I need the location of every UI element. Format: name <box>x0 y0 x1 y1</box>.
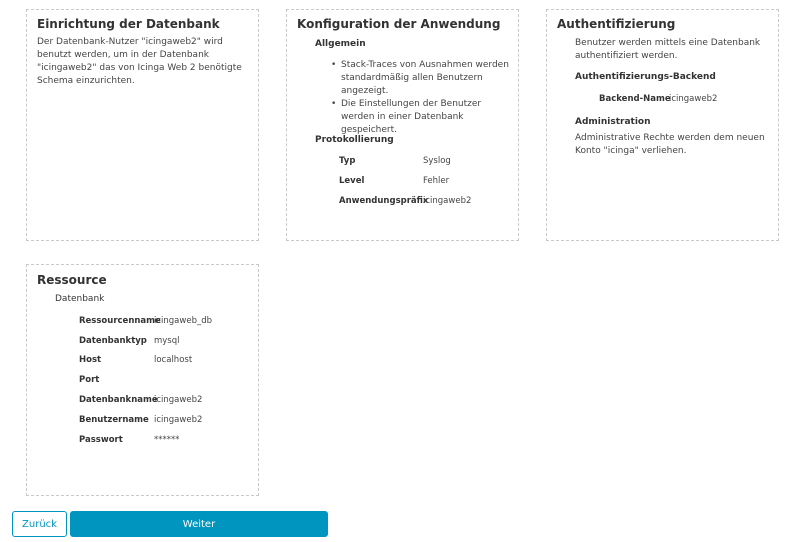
general-list <box>331 59 509 137</box>
back-button[interactable]: Zurück <box>12 511 67 537</box>
database-setup-text: Der Datenbank-Nutzer "icingaweb2" wird benutzt werden, um in der Datenbank "icingaweb2" das von Icinga Web 2 benötigte Schema einzurichten. <box>37 37 242 86</box>
list-item: • Die Einstellungen der Benutzer werden in einer Datenbank gespeichert. <box>331 98 509 137</box>
resource-key: Datenbanktyp <box>79 336 147 346</box>
logging-key: Typ <box>339 156 356 166</box>
resource-value: icingaweb2 <box>154 415 203 425</box>
auth-backend-value: icingaweb2 <box>669 94 718 104</box>
resource-key: Datenbankname <box>79 395 158 405</box>
auth-title: Authentifizierung <box>557 17 676 31</box>
resource-subheading: Datenbank <box>55 294 105 304</box>
auth-text: Benutzer werden mittels eine Datenbank authentifiziert werden. <box>575 38 761 61</box>
logging-value: icingaweb2 <box>423 196 472 206</box>
logging-value: Fehler <box>423 176 450 186</box>
resource-title: Ressource <box>37 273 107 287</box>
auth-card <box>546 9 779 241</box>
logging-key: Anwendungspräfix <box>339 196 429 206</box>
app-config-title: Konfiguration der Anwendung <box>297 17 501 31</box>
app-config-card <box>286 9 519 241</box>
resource-value: icingaweb2 <box>154 395 203 405</box>
logging-key: Level <box>339 176 365 186</box>
next-button[interactable]: Weiter <box>70 511 328 537</box>
list-item: • Stack-Traces von Ausnahmen werden standardmäßig allen Benutzern angezeigt. <box>331 59 509 98</box>
resource-key: Ressourcenname <box>79 316 161 326</box>
resource-key: Host <box>79 355 102 365</box>
database-setup-card <box>26 9 259 241</box>
resource-value: ****** <box>154 435 180 445</box>
logging-value: Syslog <box>423 156 451 166</box>
resource-card <box>26 264 259 496</box>
database-setup-title: Einrichtung der Datenbank <box>37 17 220 31</box>
resource-value: mysql <box>154 336 180 346</box>
resource-key: Benutzername <box>79 415 149 425</box>
resource-value: localhost <box>154 355 193 365</box>
auth-backend-heading: Authentifizierungs-Backend <box>575 72 716 82</box>
logging-heading: Protokollierung <box>315 135 394 145</box>
resource-value: icingaweb_db <box>154 316 213 326</box>
auth-backend-key: Backend-Name <box>599 94 671 104</box>
admin-heading: Administration <box>575 117 651 127</box>
general-heading: Allgemein <box>315 39 366 49</box>
admin-text: Administrative Rechte werden dem neuen Konto "icinga" verliehen. <box>575 133 765 156</box>
resource-key: Port <box>79 375 100 385</box>
resource-key: Passwort <box>79 435 123 445</box>
